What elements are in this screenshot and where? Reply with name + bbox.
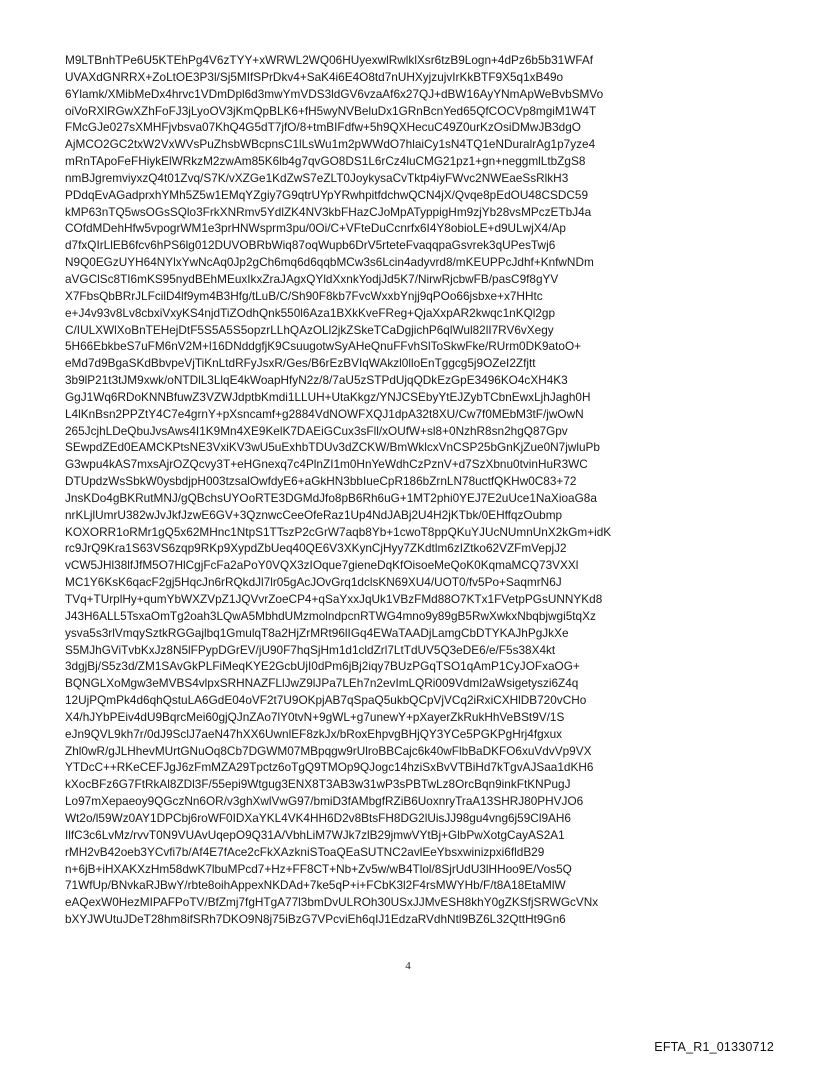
encoded-text-line: eMd7d9BgaSKdBbvpeVjTiKnLtdRFyJsxR/Ges/B6rEzBVIqWAkzl0lloEnTggcg5j9OZeI2Zfjtt	[65, 356, 536, 371]
encoded-text-line: 12UjPQmPk4d6qhQstuLA6GdE04oVF2t7U9OKpjAB7qSpaQ5ukbQCpVjVCq2iRxiCXHlDB720vCHo	[65, 693, 587, 708]
encoded-text-line: MC1Y6KsK6qacF2gj5HqcJn6rRQkdJl7lr05gAcJOvGrq1dclsKN69XU4/UOT0/fv5Po+SaqmrN6J	[65, 575, 562, 590]
encoded-text-line: G3wpu4kAS7mxsAjrOZQcvy3T+eHGnexq7c4PlnZI1m0HnYeWdhCzPznV+d7SzXbnu0tvinHuR3WC	[65, 457, 588, 472]
encoded-text-line: Lo97mXepaeoy9QGczNn6OR/v3ghXwlVwG97/bmiD3fAMbgfRZiB6UoxnryTraA13SHRJ80PHVJO6	[65, 794, 584, 809]
encoded-text-line: ysva5s3rlVmqySztkRGGajlbq1GmulqT8a2HjZrMRt96lIGq4EWaTAADjLamgCbDTYKAJhPgJkXe	[65, 625, 569, 640]
encoded-text-line: SEwpdZEd0EAMCKPtsNE3VxiKV3wU5uExhbTDUv3dZCKW/BmWklcxVnCSP25bGnKjZue0N7jwluPb	[65, 440, 600, 455]
encoded-text-line: C/IULXWlXoBnTEHejDtF5S5A5S5opzrLLhQAzOLl2jkZSkeTCaDgjichP6qlWul82lI7RV6vXegy	[65, 322, 554, 337]
encoded-text-line: 71WfUp/BNvkaRJBwY/rbte8oihAppexNKDAd+7ke5qP+i+FCbK3l2F4rsMWYHb/F/t8A18EtaMlW	[65, 878, 566, 893]
encoded-text-line: COfdMDehHfw5vpogrWM1e3prHNWsprm3pu/0Oi/C+VFteDuCcnrfx6I4Y8obioLE+d9ULwjX4/Ap	[65, 221, 566, 236]
encoded-text-line: Wt2o/l59Wz0AY1DPCbj6roWF0IDXaYKL4VK4HH6D2v8BtsFH8DG2lUisJJ98gu4vng6j59Cl9AH6	[65, 810, 571, 825]
encoded-text-line: eJn9QVL9kh7r/0dJ9SclJ7aeN47hXX6UwnlEF8zkJx/bRoxEhpvgBHjQY3YCe5PGKPgHrj4fgxux	[65, 726, 563, 741]
encoded-text-line: bXYJWUtuJDeT28hm8ifSRh7DKO9N8j75iBzG7VPcviEh6qIJ1EdzaRVdhNtl9BZ6L32QttHt9Gn6	[65, 912, 566, 927]
encoded-text-line: AjMCO2GC2txW2VxWVsPuZhsbWBcpnsC1lLsWu1m2pWWdO7hlaiCy1sN4TQ1eNDuralrAg1p7yze4	[65, 137, 596, 152]
encoded-text-line: TVq+TUrplHy+qumYbWXZVpZ1JQVvrZoeCP4+qSaYxxJqUk1VBzFMd88O7KTx1FVetpPGsUNNYKd8	[65, 592, 603, 606]
encoded-text-line: S5MJhGViTvbKxJz8N5lFPypDGrEV/jU90F7hqSjHm1d1cldZrl7LtTdUV5Q3eDE6/e/F5s38X4kt	[65, 642, 556, 657]
encoded-text-line: nmBJgremviyxzQ4t01Zvq/S7K/vXZGe1KdZwS7eZLT0JoykysaCvTktp4iyFWvc2NWEaeSsRlkH3	[65, 170, 569, 185]
encoded-text-line: GgJ1Wq6RDoKNNBfuwZ3VZWJdptbKmdi1LLUH+UtaKkgz/YNJCSEbyYtEJZybTCbnEwxLjhJagh0H	[65, 389, 591, 404]
encoded-text-line: mRnTApoFeFHiykElWRkzM2zwAm85K6lb4g7qvGO8DS1L6rCz4luCMG21pz1+gn+neggmlLtbZgS8	[65, 154, 586, 169]
encoded-text-line: kXocBFz6G7FtRkAl8ZDl3F/55epi9Wtgug3ENX8T3AB3w31wP3sPBTwLz8OrcBqn9inkFtKNPugJ	[65, 777, 571, 792]
encoded-text-line: 6Ylamk/XMibMeDx4hrvc1VDmDpl6d3mwYmVDS3ldGV6vzaAf6x27QJ+dBW16AyYNmApWeBvbSMVo	[65, 86, 604, 101]
encoded-text-line: KOXORR1oRMr1gQ5x62MHnc1NtpS1TTszP2cGrW7aqb8Yb+1cwoT8ppQKuYJUcNUmnUnX2kGm+idK	[65, 524, 612, 539]
encoded-text-line: oiVoRXlRGwXZhFoFJ3jLyoOV3jKmQpBLK6+fH5wyNVBeluDx1GRnBcnYed65QfCOCVp8mgiM1W4T	[65, 103, 597, 118]
encoded-text-line: FMcGJe027sXMHFjvbsva07KhQ4G5dT7jfO/8+tmBIFdfw+5h9QXHecuC49Z0urKzOsiDMwJB3dgO	[65, 120, 581, 135]
encoded-text-line: rc9JrQ9Kra1S63VS6zqp9RKp9XypdZbUeq40QE6V3XKynCjHyy7ZKdtlm6zIZtko62VZFmVepjJ2	[65, 541, 567, 556]
encoded-text-line: vCW5JHl38lfJfM5O7HlCgjFcFa2aPoY0VQX3zIOque7gieneDqKfOisoeMeQoK0KqmaMCQ73VXXl	[65, 558, 579, 573]
encoded-text-line: rMH2vB42oeb3YCvfi7b/Af4E7fAce2cFkXAzkniSToaQEaSUTNC2avlEeYbsxwinizpxi6fldB29	[65, 844, 545, 859]
encoded-text-line: Zhl0wR/gJLHhevMUrtGNuOq8Cb7DGWM07MBpqgw9rUlroBBCajc6k40wFlbBaDKFO6xuVdvVp9VX	[65, 743, 592, 758]
encoded-text-line: JnsKDo4gBKRutMNJ/gQBchsUYOoRTE3DGMdJfo8pB6Rh6uG+1MT2phi0YEJ7E2uUce1NaXioaG8a	[65, 490, 597, 505]
encoded-text-line: 3dgjBj/S5z3d/ZM1SAvGkPLFiMeqKYE2GcbUjI0dPm6jBj2iqy7BUzPGqTSO1qAmP1CyJOFxaOG+	[65, 659, 580, 674]
encoded-text-line: d7fxQIrLlEB6fcv6hPS6lg012DUVOBRbWiq87oqWupb6DrV5rteteFvaqqpaGsvrek3qUPesTwj6	[65, 238, 556, 253]
encoded-text-line: J43H6ALL5TsxaOmTg2oah3LQwA5MbhdUMzmolndpcnRTWG4mno9y89gB5RwXwkxNbqbjwgi5tqXz	[65, 608, 596, 623]
encoded-text-line: 265JcjhLDeQbuJvsAws4I1K9Mn4XE9KelK7DAEiGCux3sFll/xOUfW+sl8+0NzhR8sn2hgQ87Gpv	[65, 423, 568, 438]
encoded-text-line: e+J4v93v8Lv8cbxiVxyKS4njdTiZOdhQnk550l6Aza1BXkKveFReg+QjaXxpAR2kwqc1nKQl2gp	[65, 305, 556, 320]
encoded-text-line: X7FbsQbBRrJLFcilD4lf9ym4B3Hfg/tLuB/C/Sh90F8kb7FvcWxxbYnjj9qPOo66jsbxe+x7HHtc	[65, 288, 543, 303]
encoded-text-line: PDdqEvAGadprxhYMh5Z5w1EMqYZgiy7G9qtrUYpYRwhpitfdchwQCN4jX/Qvqe8pEdOU48CSDC59	[65, 187, 589, 202]
document-id: EFTA_R1_01330712	[654, 1040, 774, 1054]
encoded-text-line: eAQexW0HezMIPAFPoTV/BfZmj7fgHTgA77l3bmDvULROh30USxJJMvESH8khY0gZKSfjSRWGcVNx	[65, 895, 599, 910]
encoded-text-line: kMP63nTQ5wsOGsSQlo3FrkXNRmv5YdlZK4NV3kbFHazCJoMpATyppigHm9zjYb28vsMPczETbJ4a	[65, 204, 592, 219]
encoded-text-line: DTUpdzWsSbkW0ysbdjpH003tzsalOwfdyE6+aGkHN3bbIueCpR186bZrnLN78uctfQKHw0C83+72	[65, 474, 577, 489]
encoded-text-block	[65, 52, 765, 928]
encoded-text-line: UVAXdGNRRX+ZoLtOE3P3l/Sj5MIfSPrDkv4+SaK4i6E4O8td7nUHXyjzujvIrKkBTF9X5q1xB49o	[65, 69, 564, 84]
encoded-text-line: n+6jB+iHXAKXzHm58dwK7lbuMPcd7+Hz+FF8CT+Nb+Zv5w/wB4Tlol/8SjrUdU3lHHoo9E/Vos5Q	[65, 861, 572, 876]
encoded-text-line: 3b9lP21t3tJM9xwk/oNTDlL3LlqE4kWoapHfyN2z/8/7aU5zSTPdUjqQDkEzGpE3496KO4cXH4K3	[65, 373, 568, 388]
encoded-text-line: X4/hJYbPEiv4dU9BqrcMei60gjQJnZAo7lY0tvN+9gWL+g7unewY+pXayerZkRukHhVeBSt9V/1S	[65, 709, 565, 724]
encoded-text-line: IlfC3c6LvMz/rvvT0N9VUAvUqepO9Q31A/VbhLiM7WJk7zlB29jmwVYtBj+GlbPwXotgCayAS2A1	[65, 827, 565, 842]
encoded-text-line: YTDcC++RKeCEFJgJ6zFmMZA29Tpctz6oTgQ9TMOp9QJogc14hziSxBvVTBiHd7kTgvAJSaa1dKH6	[65, 760, 594, 775]
encoded-text-line: 5H66EbkbeS7uFM6nV2M+l16DNddgfjK9CsuugotwSyAHeQnuFFvhSlToSkwFke/RUrm0DK9atoO+	[65, 339, 582, 354]
encoded-text-line: nrKLjlUmrU382wJvJkfJzwE6GV+3QznwcCeeOfeRaz1Up4NdJABj2U4H2jKTbk/0EHffqzOubmp	[65, 507, 563, 522]
encoded-text-line: N9Q0EGzUYH64NYlxYwNcAq0Jp2gCh6mq6d6qqbMCw3s6Lcin4adyvrd8/mKEUPPcJdhf+KnfwNDm	[65, 255, 594, 270]
encoded-text-line: L4lKnBsn2PPZtY4C7e4grnY+pXsncamf+g2884VdNOWFXQJ1dpA32t8XU/Cw7f0MEbM3tF/jwOwN	[65, 406, 584, 421]
encoded-text-line: BQNGLXoMgw3eMVBS4vlpxSRHNAZFLlJwZ9lJPa7LEh7n2evImLQRi009Vdml2aWsigetyszi6Z4q	[65, 676, 579, 691]
encoded-text-line: aVGClSc8TI6mKS95nydBEhMEuxIkxZraJAgxQYldXxnkYodjJd5K7/NirwRjcbwFB/pasC9f8gYV	[65, 271, 559, 286]
page-number: 4	[405, 960, 411, 972]
encoded-text-line: M9LTBnhTPe6U5KTEhPg4V6zTYY+xWRWL2WQ06HUyexwlRwlklXsr6tzB9Logn+4dPz6b5b31WFAf	[65, 53, 594, 67]
